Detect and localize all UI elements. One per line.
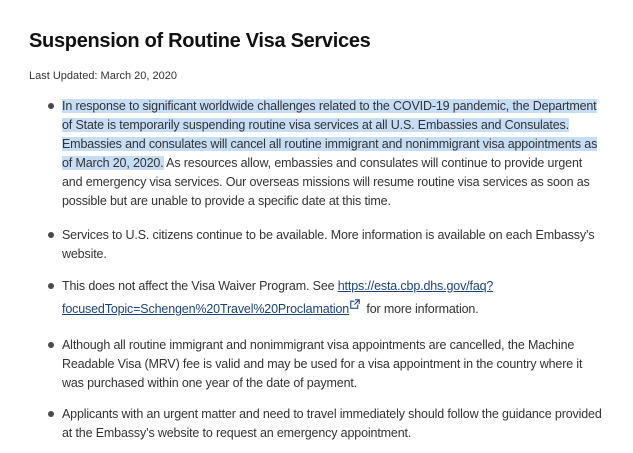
list-item-text: Although all routine immigrant and nonimmigrant visa appointments are cancelled, the Machine Readable Visa (MRV) fee is valid and may be used for a visa appointment in the country where it was purchased within one year of the date of payment.: [62, 338, 583, 390]
bullet-icon: [48, 283, 54, 289]
page-title: Suspension of Routine Visa Services: [29, 30, 371, 52]
bullet-icon: [48, 342, 54, 348]
bullet-icon: [48, 232, 54, 238]
bullet-icon: [48, 411, 54, 417]
list-item-text: Services to U.S. citizens continue to be available. More information is available on each Embassy’s website.: [62, 228, 595, 261]
list-item-text: Applicants with an urgent matter and need to travel immediately should follow the guidance provided at the Embassy’s website to request an emergency appointment.: [62, 407, 602, 440]
item-text-before-link: This does not affect the Visa Waiver Program. See: [62, 279, 338, 293]
last-updated-date: Last Updated: March 20, 2020: [29, 70, 177, 82]
list-item-text[interactable]: [62, 97, 602, 211]
esta-faq-link[interactable]: https://esta.cbp.dhs.gov/faq?focusedTopic=Schengen%20Travel%20Proclamation: [62, 279, 494, 316]
item-text-after-link: for more information.: [363, 302, 479, 316]
selected-text-highlight[interactable]: In response to significant worldwide challenges related to the COVID-19 pandemic, the Department of State is temporarily suspending routine visa services at all U.S. Embassies and Consulates. Embassies and consulates will cancel all routine immigrant and nonimmigrant visa appointments as of March 20, 2020.: [62, 99, 598, 170]
external-link-icon[interactable]: [350, 296, 360, 315]
item-text-continuation: As resources allow, embassies and consulates will continue to provide urgent and emergency visa services. Our overseas missions will resume routine visa services as soon as possible but are unable to provide a specific date at this time.: [62, 156, 590, 208]
list-item-text: [62, 277, 602, 319]
bullet-icon: [48, 103, 54, 109]
